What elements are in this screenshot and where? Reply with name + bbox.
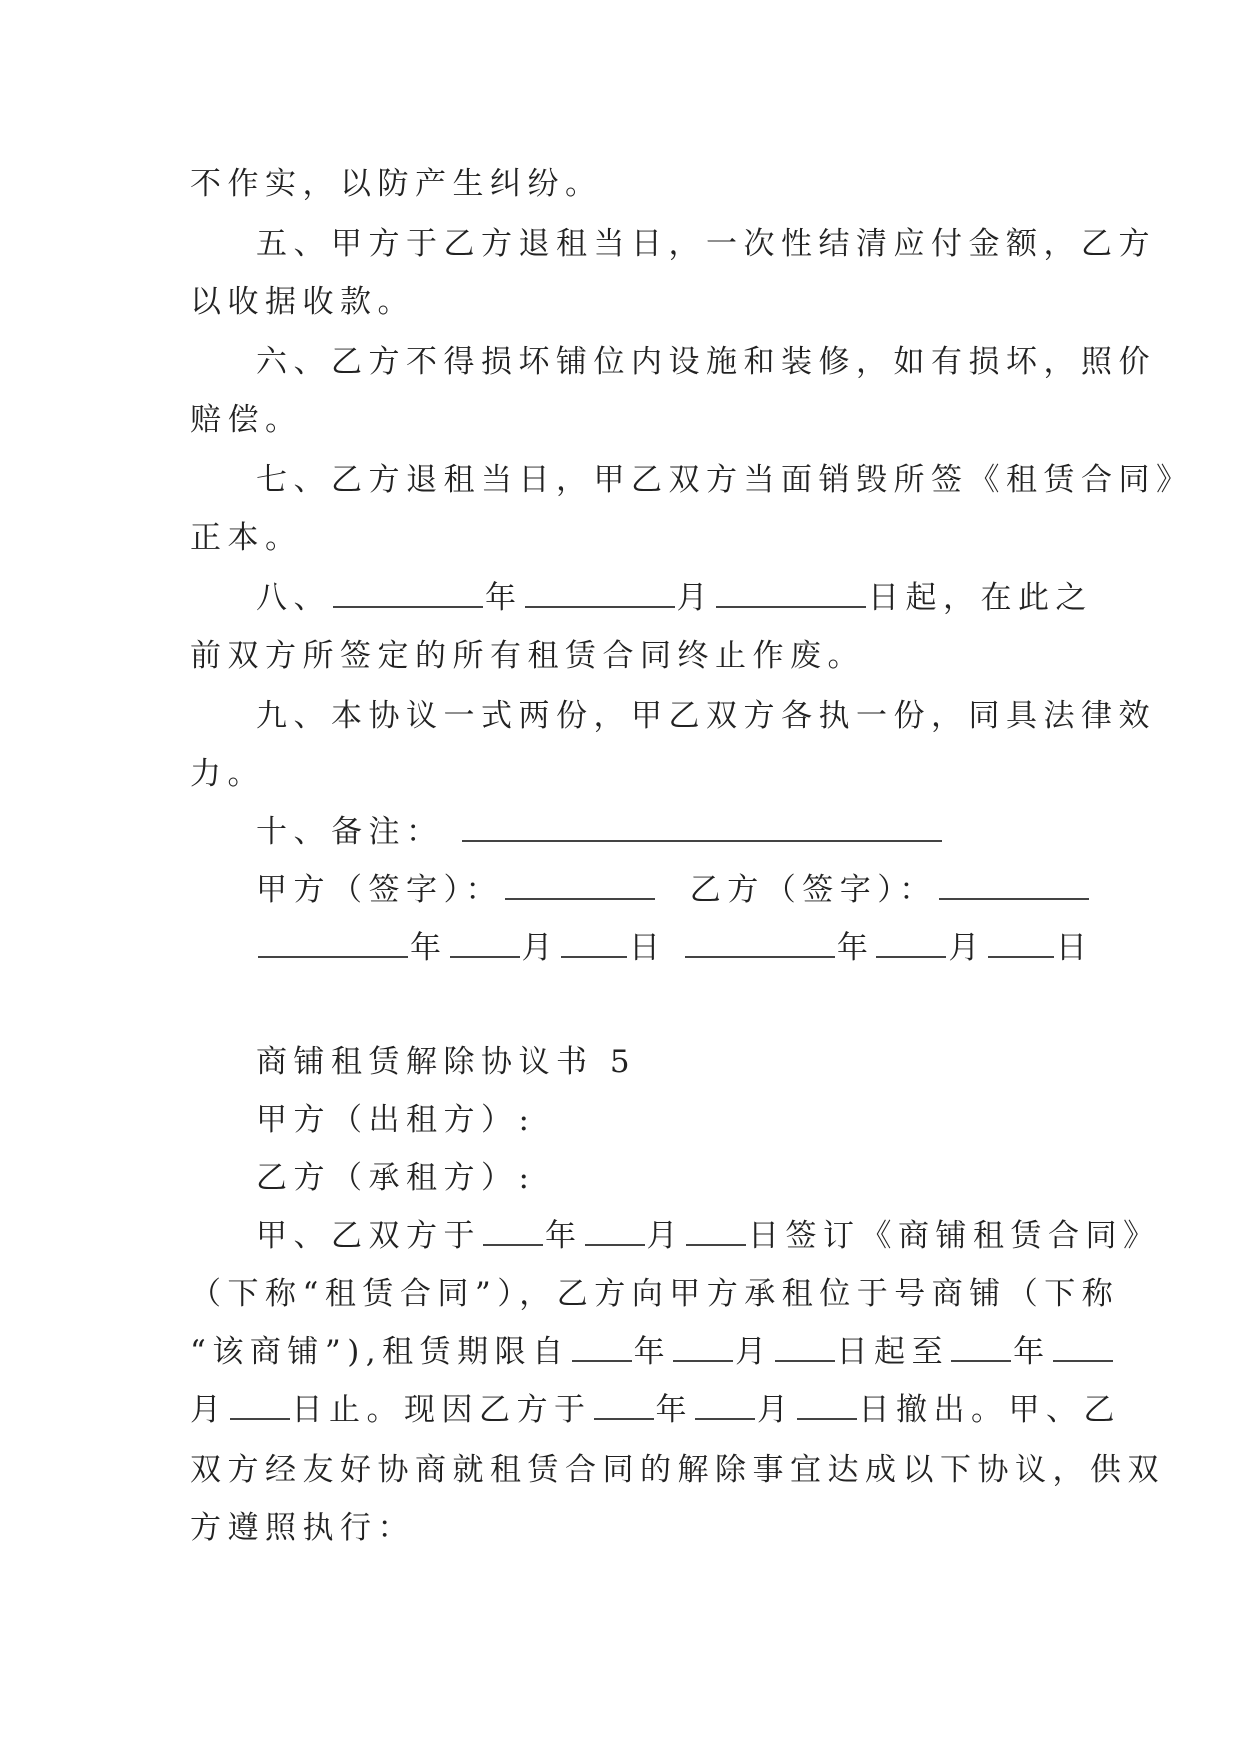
paragraph-line bbox=[256, 578, 1093, 618]
signature-line bbox=[256, 870, 1091, 910]
blank-line bbox=[333, 582, 483, 608]
remarks-line bbox=[256, 812, 944, 852]
blank-line bbox=[1053, 1336, 1113, 1362]
blank-line bbox=[230, 1394, 290, 1420]
paragraph-line: 赔偿。 bbox=[190, 402, 303, 438]
paragraph-line: 五、甲方于乙方退租当日，一次性结清应付金额，乙方 bbox=[256, 226, 1156, 262]
year-label: 年 bbox=[633, 1334, 672, 1370]
text-segment: 日撤出。甲、乙 bbox=[858, 1392, 1121, 1428]
blank-line bbox=[483, 1220, 543, 1246]
blank-line bbox=[951, 1336, 1011, 1362]
paragraph-line: 正本。 bbox=[190, 520, 303, 556]
blank-line bbox=[797, 1394, 857, 1420]
paragraph-line: 六、乙方不得损坏铺位内设施和装修，如有损坏，照价 bbox=[256, 344, 1156, 380]
paragraph-line bbox=[190, 1390, 1121, 1430]
blank-line bbox=[462, 816, 942, 842]
day-label: 日 bbox=[629, 930, 667, 966]
month-label: 月 bbox=[521, 930, 559, 966]
year-label: 年 bbox=[545, 1218, 583, 1254]
paragraph-line: 双方经友好协商就租赁合同的解除事宜达成以下协议，供双 bbox=[190, 1452, 1165, 1488]
blank-line bbox=[585, 1220, 645, 1246]
paragraph-line: 力。 bbox=[190, 756, 265, 792]
blank-line bbox=[716, 582, 866, 608]
text-segment: 日签订《商铺租赁合同》 bbox=[748, 1218, 1161, 1254]
year-label: 年 bbox=[836, 930, 875, 966]
blank-line bbox=[686, 1220, 746, 1246]
clause-prefix: 八、 bbox=[256, 580, 331, 616]
year-label: 年 bbox=[655, 1392, 693, 1428]
blank-line bbox=[505, 874, 655, 900]
year-label: 年 bbox=[410, 930, 448, 966]
text-segment: 日起至 bbox=[836, 1334, 950, 1370]
text-segment: “该商铺”),租赁期限自 bbox=[190, 1334, 570, 1370]
blank-line bbox=[775, 1336, 835, 1362]
blank-line bbox=[594, 1394, 654, 1420]
paragraph-line: 以收据收款。 bbox=[190, 284, 415, 320]
paragraph-line: 七、乙方退租当日，甲乙双方当面销毁所签《租赁合同》 bbox=[256, 462, 1194, 498]
blank-line bbox=[876, 932, 946, 958]
party-a-line: 甲方（出租方）: bbox=[256, 1102, 536, 1138]
month-label: 月 bbox=[948, 930, 986, 966]
text-segment: 甲、乙双方于 bbox=[256, 1218, 481, 1254]
paragraph-line: （下称“租赁合同”），乙方向甲方承租位于号商铺（下称 bbox=[190, 1276, 1120, 1312]
paragraph-line: 不作实，以防产生纠纷。 bbox=[190, 166, 603, 202]
blank-line bbox=[258, 932, 408, 958]
blank-line bbox=[450, 932, 520, 958]
party-a-sign-label: 甲方（签字）： bbox=[256, 872, 503, 908]
signature-date-line bbox=[256, 928, 1093, 968]
blank-line bbox=[673, 1336, 733, 1362]
paragraph-line: 前双方所签定的所有租赁合同终止作废。 bbox=[190, 638, 865, 674]
year-label: 年 bbox=[485, 580, 523, 616]
party-b-sign-label: 乙方（签字）： bbox=[689, 872, 937, 908]
blank-line bbox=[561, 932, 627, 958]
paragraph-line bbox=[256, 1216, 1161, 1256]
month-label: 月 bbox=[676, 580, 714, 616]
month-label: 月 bbox=[646, 1218, 684, 1254]
month-label: 月 bbox=[190, 1392, 228, 1428]
text-segment: 日止。现因乙方于 bbox=[291, 1392, 592, 1428]
remarks-label: 十、备注： bbox=[256, 814, 444, 850]
month-label: 月 bbox=[735, 1334, 773, 1370]
party-b-line: 乙方（承租方）: bbox=[256, 1160, 536, 1196]
blank-line bbox=[685, 932, 835, 958]
blank-line bbox=[695, 1394, 755, 1420]
paragraph-line bbox=[190, 1332, 1115, 1372]
clause-suffix: 日起，在此之 bbox=[868, 580, 1093, 616]
section-title: 商铺租赁解除协议书 5 bbox=[256, 1044, 637, 1080]
blank-line bbox=[525, 582, 675, 608]
day-label: 日 bbox=[1055, 930, 1094, 966]
blank-line bbox=[572, 1336, 632, 1362]
paragraph-line: 方遵照执行： bbox=[190, 1510, 415, 1546]
month-label: 月 bbox=[757, 1392, 795, 1428]
paragraph-line: 九、本协议一式两份，甲乙双方各执一份，同具法律效 bbox=[256, 698, 1156, 734]
year-label: 年 bbox=[1013, 1334, 1051, 1370]
blank-line bbox=[939, 874, 1089, 900]
blank-line bbox=[988, 932, 1054, 958]
